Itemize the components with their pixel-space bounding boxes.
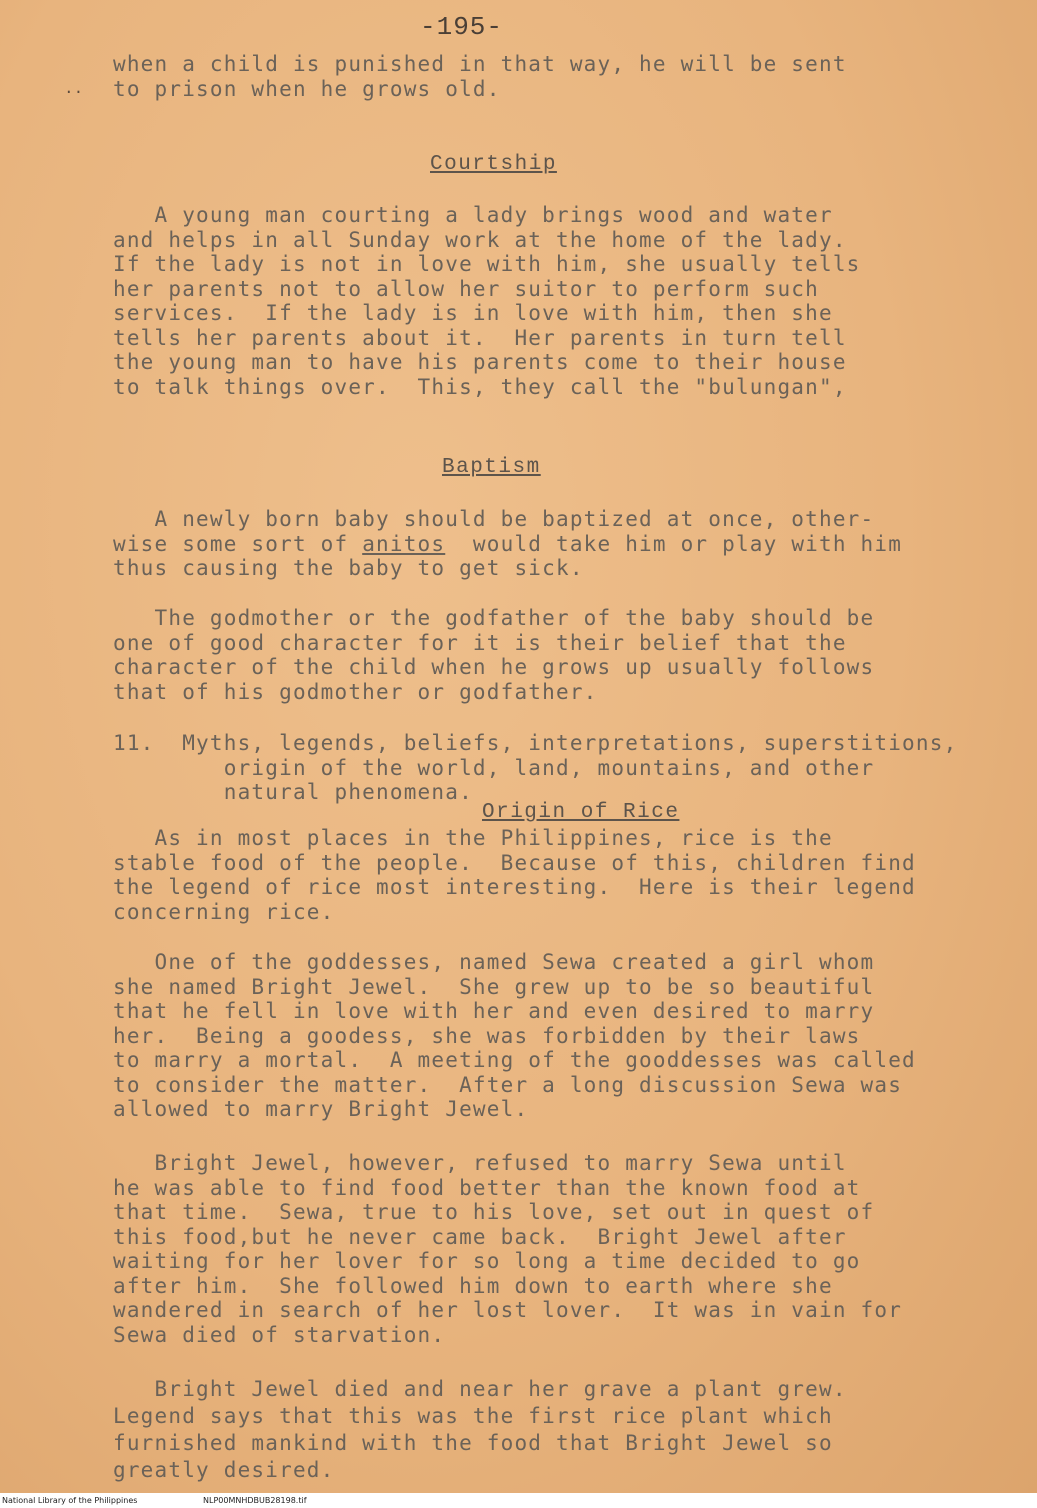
text-line: thus causing the baby to get sick. bbox=[113, 556, 584, 580]
rice-paragraph-3 bbox=[113, 1151, 1033, 1347]
text-line: A young man courting a lady brings wood and water bbox=[113, 203, 833, 227]
rice-paragraph-4 bbox=[113, 1376, 1033, 1484]
courtship-paragraph bbox=[113, 203, 1033, 399]
text-line: As in most places in the Philippines, rice is the bbox=[113, 826, 833, 850]
text-line: 11. Myths, legends, beliefs, interpretations, superstitions, bbox=[113, 731, 958, 755]
text-line: when a child is punished in that way, he will be sent bbox=[113, 52, 847, 76]
text-line: natural phenomena. bbox=[113, 780, 473, 804]
page-number: -195- bbox=[420, 12, 504, 42]
text-line: wandered in search of her lost lover. It was in vain for bbox=[113, 1298, 903, 1322]
text-line: services. If the lady is in love with him, then she bbox=[113, 301, 833, 325]
underlined-term: anitos bbox=[362, 531, 446, 556]
text-line: he was able to find food better than the known food at bbox=[113, 1175, 861, 1200]
text-line: that time. Sewa, true to his love, set out in quest of bbox=[113, 1200, 875, 1224]
text-line: concerning rice. bbox=[113, 899, 335, 924]
text-line: allowed to marry Bright Jewel. bbox=[113, 1097, 529, 1121]
baptism-paragraph-1 bbox=[113, 507, 1033, 581]
text-line: Bright Jewel, however, refused to marry Sewa until bbox=[113, 1151, 847, 1175]
text-line: that he fell in love with her and even desired to marry bbox=[113, 999, 875, 1023]
text-line: origin of the world, land, mountains, and other bbox=[113, 755, 875, 780]
text-line: and helps in all Sunday work at the home of the lady. bbox=[113, 227, 847, 252]
text-line: to prison when he grows old. bbox=[113, 76, 501, 101]
text-line: she named Bright Jewel. She grew up to be so beautiful bbox=[113, 974, 875, 999]
library-credit: National Library of the Philippines bbox=[2, 1496, 138, 1505]
text-line: to marry a mortal. A meeting of the gooddesses was called bbox=[113, 1048, 916, 1072]
rice-paragraph-2 bbox=[113, 950, 1033, 1122]
text-line: the young man to have his parents come to their house bbox=[113, 350, 847, 374]
text-line: to talk things over. This, they call the "bulungan", bbox=[113, 374, 847, 399]
rice-paragraph-1 bbox=[113, 826, 1033, 924]
text-line: A newly born baby should be baptized at once, other- bbox=[113, 507, 875, 531]
text-line: the legend of rice most interesting. Here is their legend bbox=[113, 875, 916, 899]
text-line: greatly desired. bbox=[113, 1458, 335, 1482]
text-line: Sewa died of starvation. bbox=[113, 1322, 446, 1347]
text-line: after him. She followed him down to earth where she bbox=[113, 1273, 833, 1298]
text-line bbox=[113, 532, 902, 556]
text-fragment: wise some sort of bbox=[113, 531, 363, 556]
baptism-paragraph-2 bbox=[113, 606, 1033, 704]
text-line: If the lady is not in love with him, she usually tells bbox=[113, 252, 861, 276]
file-id: NLP00MNHDBUB28198.tif bbox=[203, 1496, 307, 1505]
baptism-heading: Baptism bbox=[442, 456, 541, 479]
section-11-heading bbox=[113, 731, 1033, 805]
origin-of-rice-heading: Origin of Rice bbox=[482, 801, 680, 824]
courtship-heading: Courtship bbox=[430, 153, 557, 176]
text-line: Legend says that this was the first rice plant which bbox=[113, 1404, 833, 1428]
text-line: The godmother or the godfather of the baby should be bbox=[113, 606, 875, 630]
text-line: her parents not to allow her suitor to perform such bbox=[113, 276, 819, 301]
margin-mark: .. bbox=[64, 80, 84, 98]
text-fragment: would take him or play with him bbox=[445, 531, 903, 556]
scan-footer bbox=[0, 1493, 1037, 1508]
text-line: stable food of the people. Because of this, children find bbox=[113, 850, 916, 875]
text-line: character of the child when he grows up usually follows bbox=[113, 655, 875, 679]
text-line: her. Being a goodess, she was forbidden by their laws bbox=[113, 1023, 861, 1048]
text-line: furnished mankind with the food that Bright Jewel so bbox=[113, 1431, 833, 1455]
text-line: one of good character for it is their belief that the bbox=[113, 630, 847, 655]
text-line: this food,but he never came back. Bright Jewel after bbox=[113, 1224, 847, 1249]
text-line: tells her parents about it. Her parents in turn tell bbox=[113, 325, 847, 350]
intro-paragraph bbox=[113, 52, 1033, 101]
text-line: to consider the matter. After a long discussion Sewa was bbox=[113, 1072, 903, 1097]
text-line: that of his godmother or godfather. bbox=[113, 679, 598, 704]
text-line: waiting for her lover for so long a time decided to go bbox=[113, 1249, 861, 1273]
text-line: One of the goddesses, named Sewa created a girl whom bbox=[113, 950, 875, 974]
text-line: Bright Jewel died and near her grave a plant grew. bbox=[113, 1377, 847, 1401]
